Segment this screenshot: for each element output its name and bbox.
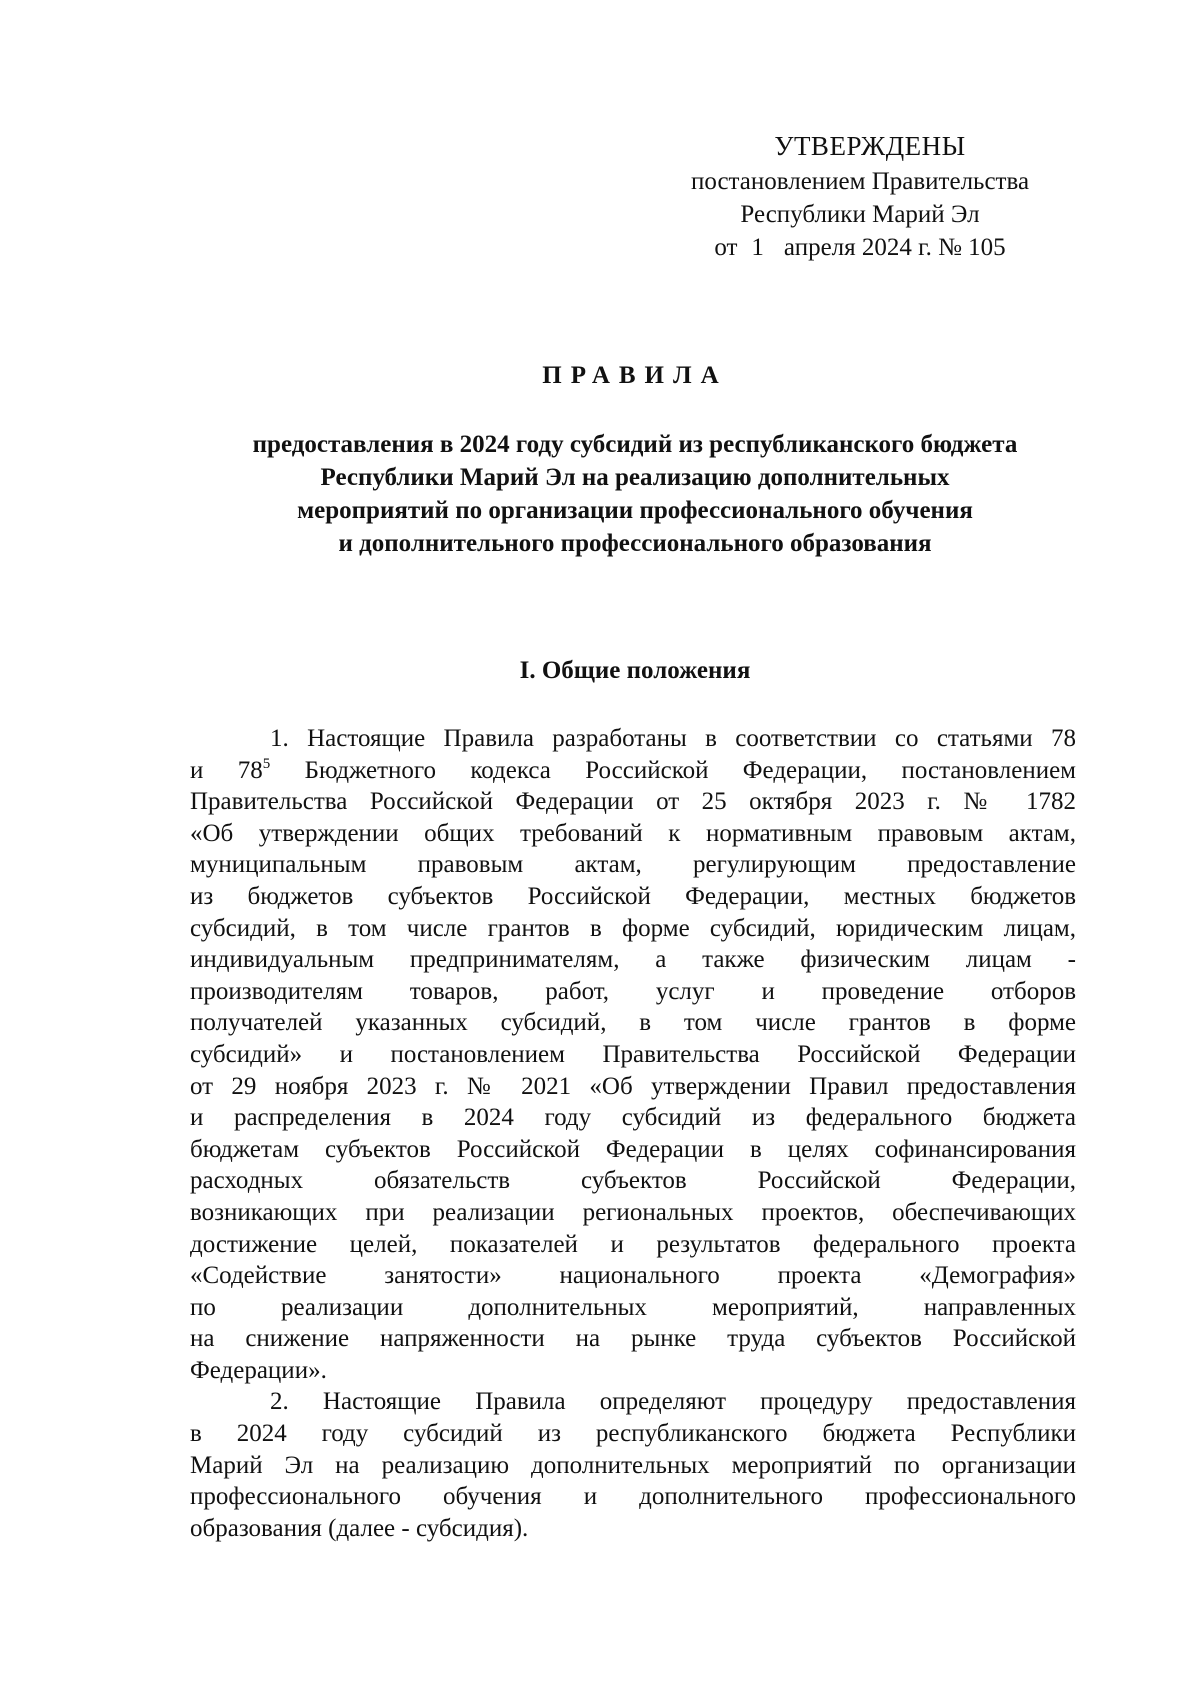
paragraph-1-line: Правительства Российской Федерации от 25 октября 2023 г. № 1782 [190,788,1076,816]
approval-date-prefix: от [714,234,738,261]
subtitle-line: и дополнительного профессионального образования [338,530,932,557]
text-fragment: и 78 [190,756,263,784]
subtitle-line: Республики Марий Эл на реализацию дополнительных [320,464,950,491]
paragraph-1-line: «Содействие занятости» национального проекта «Демография» [190,1262,1076,1290]
paragraph-2-line: в 2024 году субсидий из республиканского бюджета Республики [190,1420,1076,1448]
paragraph-2-line: образования (далее - субсидия). [190,1514,529,1542]
paragraph-1-line: индивидуальным предпринимателям, а также физическим лицам - [190,946,1076,974]
subtitle-line: предоставления в 2024 году субсидий из республиканского бюджета [252,431,1018,458]
paragraph-1-line: расходных обязательств субъектов Российской Федерации, [190,1167,1076,1195]
document-body [190,723,1076,1544]
paragraph-1-line: субсидий, в том числе грантов в форме субсидий, юридическим лицам, [190,914,1076,942]
paragraph-2-line: профессионального обучения и дополнительного профессионального [190,1483,1076,1511]
approval-line-1: постановлением Правительства [690,168,1030,195]
paragraph-1-line: возникающих при реализации региональных проектов, обеспечивающих [190,1198,1076,1226]
paragraph-1-line: Федерации». [190,1356,327,1384]
approval-heading: УТВЕРЖДЕНЫ [774,131,966,161]
superscript: 5 [262,755,271,772]
paragraph-1-line: муниципальным правовым актам, регулирующим предоставление [190,851,1076,879]
document-subtitle [190,428,1080,560]
paragraph-1-line: бюджетам субъектов Российской Федерации в целях софинансирования [190,1135,1076,1163]
approval-date-line [640,231,1080,264]
paragraph-1-line: из бюджетов субъектов Российской Федерации, местных бюджетов [190,882,1076,910]
paragraph-1-line: производителям товаров, работ, услуг и проведение отборов [190,977,1076,1005]
text-fragment: Бюджетного кодекса Российской Федерации, постановлением [270,756,1076,784]
approval-date-rest: апреля 2024 г. № 105 [783,234,1006,261]
subtitle-line: мероприятий по организации профессионального обучения [297,497,973,524]
section-heading: I. Общие положения [519,657,751,684]
approval-line-2: Республики Марий Эл [740,201,980,228]
paragraph-1-line: от 29 ноября 2023 г. № 2021 «Об утверждении Правил предоставления [190,1072,1076,1100]
paragraph-1-line: и распределения в 2024 году субсидий из федерального бюджета [190,1104,1076,1132]
paragraph-2-line: Марий Эл на реализацию дополнительных мероприятий по организации [190,1451,1076,1479]
paragraph-1-line: субсидий» и постановлением Правительства Российской Федерации [190,1040,1076,1068]
approval-block [640,130,1080,264]
approval-date-day: 1 [751,234,764,261]
document-title: ПРАВИЛА [542,362,728,389]
paragraph-1-line: по реализации дополнительных мероприятий, направленных [190,1293,1076,1321]
paragraph-1-line: «Об утверждении общих требований к нормативным правовым актам, [190,819,1076,847]
paragraph-1-line [190,755,1076,787]
paragraph-1-line: достижение целей, показателей и результатов федерального проекта [190,1230,1076,1258]
paragraph-1-line: 1. Настоящие Правила разработаны в соответствии со статьями 78 [270,725,1076,752]
paragraph-1-line: получателей указанных субсидий, в том числе грантов в форме [190,1009,1076,1037]
paragraph-1-line: на снижение напряженности на рынке труда субъектов Российской [190,1325,1076,1353]
paragraph-2-line: 2. Настоящие Правила определяют процедуру предоставления [270,1388,1076,1416]
